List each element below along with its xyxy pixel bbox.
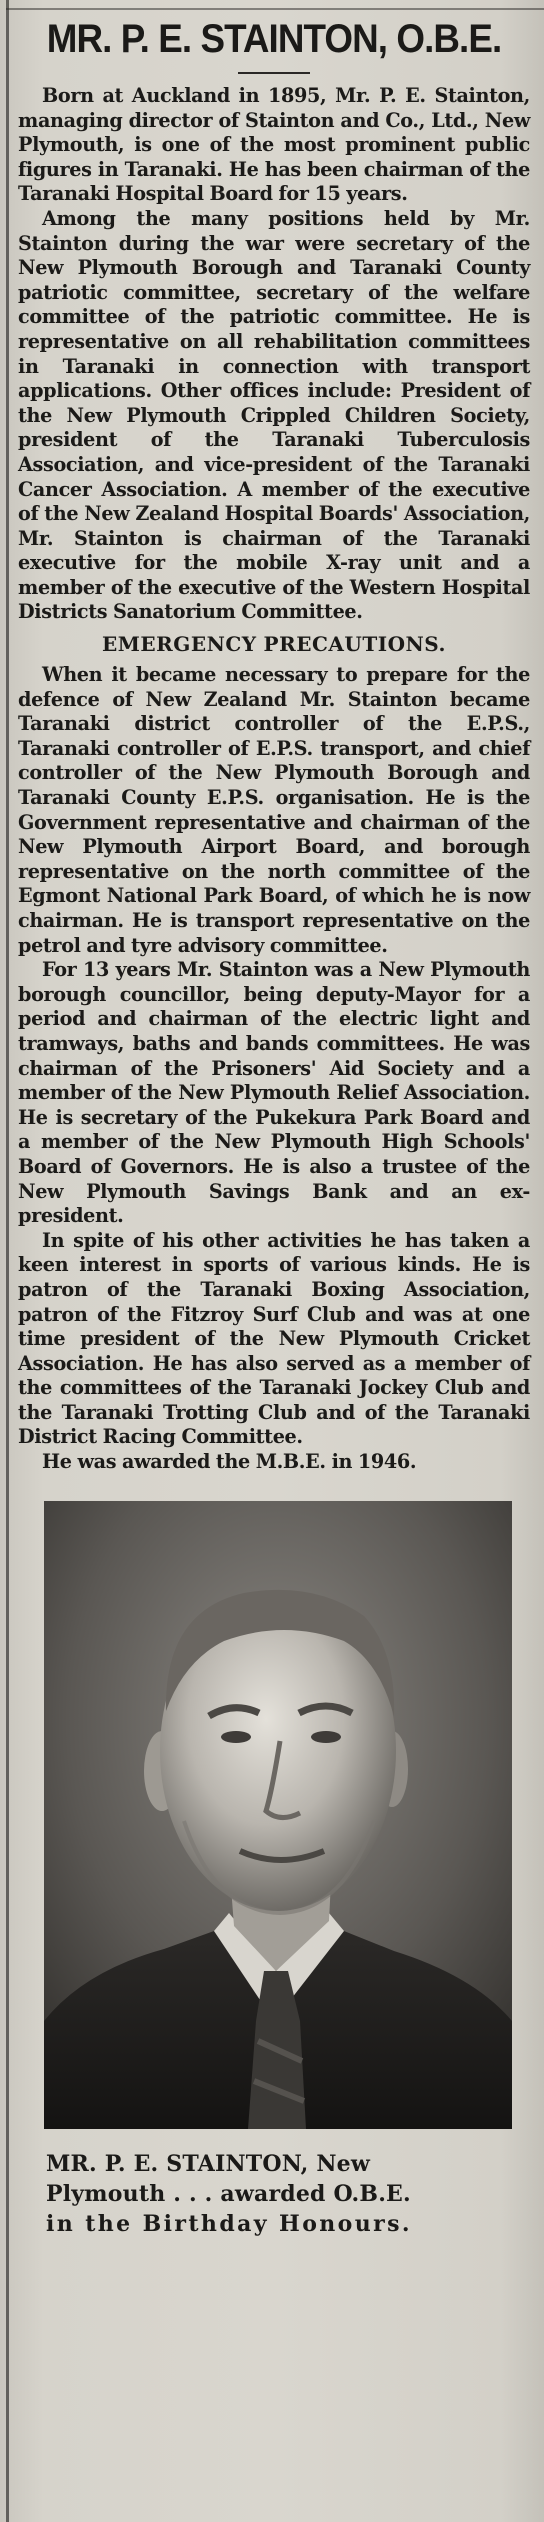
headline: MR. P. E. STAINTON, O.B.E. [46,17,502,61]
caption-line: Plymouth . . . awarded O.B.E. [46,2180,411,2207]
portrait-photo [44,1501,512,2129]
portrait-illustration [44,1501,512,2129]
article-column [18,14,530,2239]
paragraph: When it became necessary to prepare for the defence of New Zealand Mr. Stainton became Taranaki district controller of the E.P.S., Taranaki controller of E.P.S. transport, and chief controller of the New Plymouth Borough and Taranaki County E.P.S. organisation. He is the Government representative and chairman of the New Plymouth Airport Board, and borough representative on the north committee of the Egmont National Park Board, of which he is now chairman. He is transport representative on the petrol and tyre advisory committee. [18,663,530,957]
headline-divider [238,72,310,74]
caption-line: MR. P. E. STAINTON, New [46,2150,370,2177]
photo-caption [46,2149,506,2239]
top-rule [6,8,544,10]
paragraph: He was awarded the M.B.E. in 1946. [42,1450,417,1474]
caption-line: in the Birthday Honours. [46,2210,412,2237]
paragraph: Among the many positions held by Mr. Stainton during the war were secretary of the New Plymouth Borough and Taranaki County patriotic committee, secretary of the welfare committee of the patriotic committee. He is representative on all rehabilitation committees in Taranaki in connection with transport applications. Other offices include: President of the New Plymouth Crippled Children Society, president of the Taranaki Tuberculosis Association, and vice-president of the Taranaki Cancer Association. A member of the executive of the New Zealand Hospital Boards' Association, Mr. Stainton is chairman of the Taranaki executive for the mobile X-ray unit and a member of the executive of the Western Hospital Districts Sanatorium Committee. [18,206,530,624]
article-body [18,84,530,1475]
subheading: EMERGENCY PRECAUTIONS. [102,632,446,657]
paragraph: Born at Auckland in 1895, Mr. P. E. Stainton, managing director of Stainton and Co., Ltd., New Plymouth, is one of the most prominent public figures in Taranaki. He has been chairman of the Taranaki Hospital Board for 15 years. [18,84,530,206]
paragraph: For 13 years Mr. Stainton was a New Plymouth borough councillor, being deputy-Mayor for a period and chairman of the electric light and tramways, baths and bands committees. He was chairman of the Prisoners' Aid Society and a member of the New Plymouth Relief Association. He is secretary of the Pukekura Park Board and a member of the New Plymouth High Schools' Board of Governors. He is also a trustee of the New Plymouth Savings Bank and an ex-president. [18,958,530,1228]
column-rule [6,0,9,2522]
paragraph: In spite of his other activities he has taken a keen interest in sports of various kinds. He is patron of the Taranaki Boxing Association, patron of the Fitzroy Surf Club and was at one time president of the New Plymouth Cricket Association. He has also served as a member of the committees of the Taranaki Jockey Club and the Taranaki Trotting Club and of the Taranaki District Racing Committee. [18,1228,530,1449]
